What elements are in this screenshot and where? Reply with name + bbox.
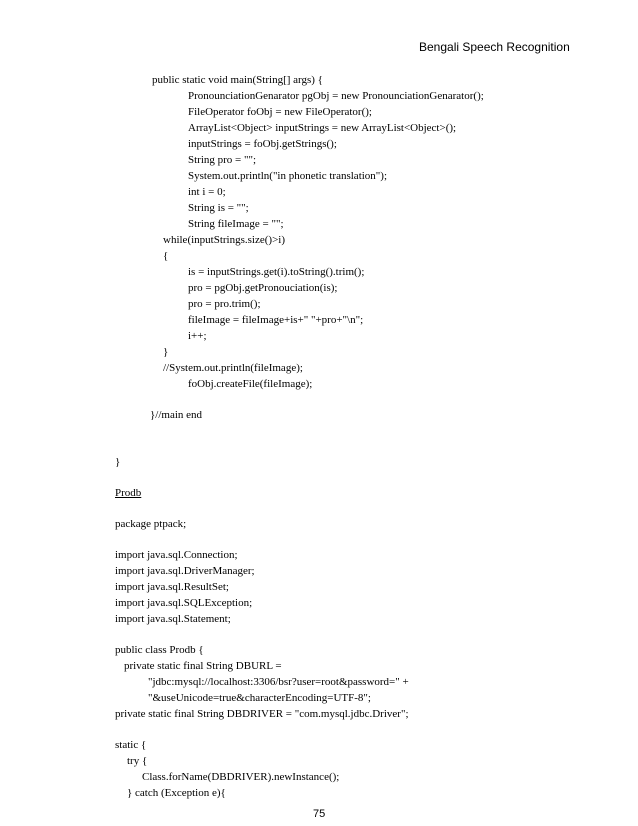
code-line: "jdbc:mysql://localhost:3306/bsr?user=root&password=" + bbox=[148, 676, 409, 688]
code-line: String pro = ""; bbox=[188, 154, 257, 166]
code-line: String is = ""; bbox=[188, 202, 249, 214]
code-line: is = inputStrings.get(i).toString().trim(); bbox=[188, 266, 365, 278]
code-line: static { bbox=[115, 739, 147, 751]
code-line: System.out.println("in phonetic translation"); bbox=[188, 170, 388, 182]
code-line: while(inputStrings.size()>i) bbox=[163, 234, 285, 246]
code-line: Class.forName(DBDRIVER).newInstance(); bbox=[142, 771, 340, 783]
code-line: try { bbox=[127, 755, 148, 767]
code-line: ArrayList<Object> inputStrings = new ArrayList<Object>(); bbox=[188, 122, 457, 134]
code-line: } bbox=[115, 456, 121, 468]
code-line: import java.sql.Statement; bbox=[115, 613, 231, 625]
code-line: } bbox=[163, 346, 169, 358]
code-line: public static void main(String[] args) { bbox=[152, 74, 323, 86]
code-line: import java.sql.SQLException; bbox=[115, 597, 253, 609]
code-line: int i = 0; bbox=[188, 186, 226, 198]
code-line: import java.sql.ResultSet; bbox=[115, 581, 229, 593]
code-line: private static final String DBURL = bbox=[124, 660, 282, 672]
code-line: package ptpack; bbox=[115, 518, 187, 530]
code-line: i++; bbox=[188, 330, 207, 342]
code-line: import java.sql.Connection; bbox=[115, 549, 238, 561]
code-line: fileImage = fileImage+is+" "+pro+"\n"; bbox=[188, 314, 364, 326]
code-line: inputStrings = foObj.getStrings(); bbox=[188, 138, 337, 150]
code-line: } catch (Exception e){ bbox=[127, 787, 226, 799]
code-line: pro = pgObj.getPronouciation(is); bbox=[188, 282, 338, 294]
code-line: "&useUnicode=true&characterEncoding=UTF-8"; bbox=[148, 692, 371, 704]
running-header: Bengali Speech Recognition bbox=[419, 40, 570, 54]
code-line: pro = pro.trim(); bbox=[188, 298, 261, 310]
code-line: public class Prodb { bbox=[115, 644, 204, 656]
code-line: import java.sql.DriverManager; bbox=[115, 565, 255, 577]
code-line: String fileImage = ""; bbox=[188, 218, 284, 230]
code-line: FileOperator foObj = new FileOperator(); bbox=[188, 106, 372, 118]
page-number: 75 bbox=[313, 808, 326, 820]
code-line: //System.out.println(fileImage); bbox=[163, 362, 303, 374]
code-line: }//main end bbox=[150, 409, 203, 421]
code-line: foObj.createFile(fileImage); bbox=[188, 378, 313, 390]
code-line: private static final String DBDRIVER = "com.mysql.jdbc.Driver"; bbox=[115, 708, 409, 720]
code-line: PronounciationGenarator pgObj = new PronounciationGenarator(); bbox=[188, 90, 484, 102]
section-heading: Prodb bbox=[115, 487, 142, 499]
code-line: { bbox=[163, 250, 169, 262]
